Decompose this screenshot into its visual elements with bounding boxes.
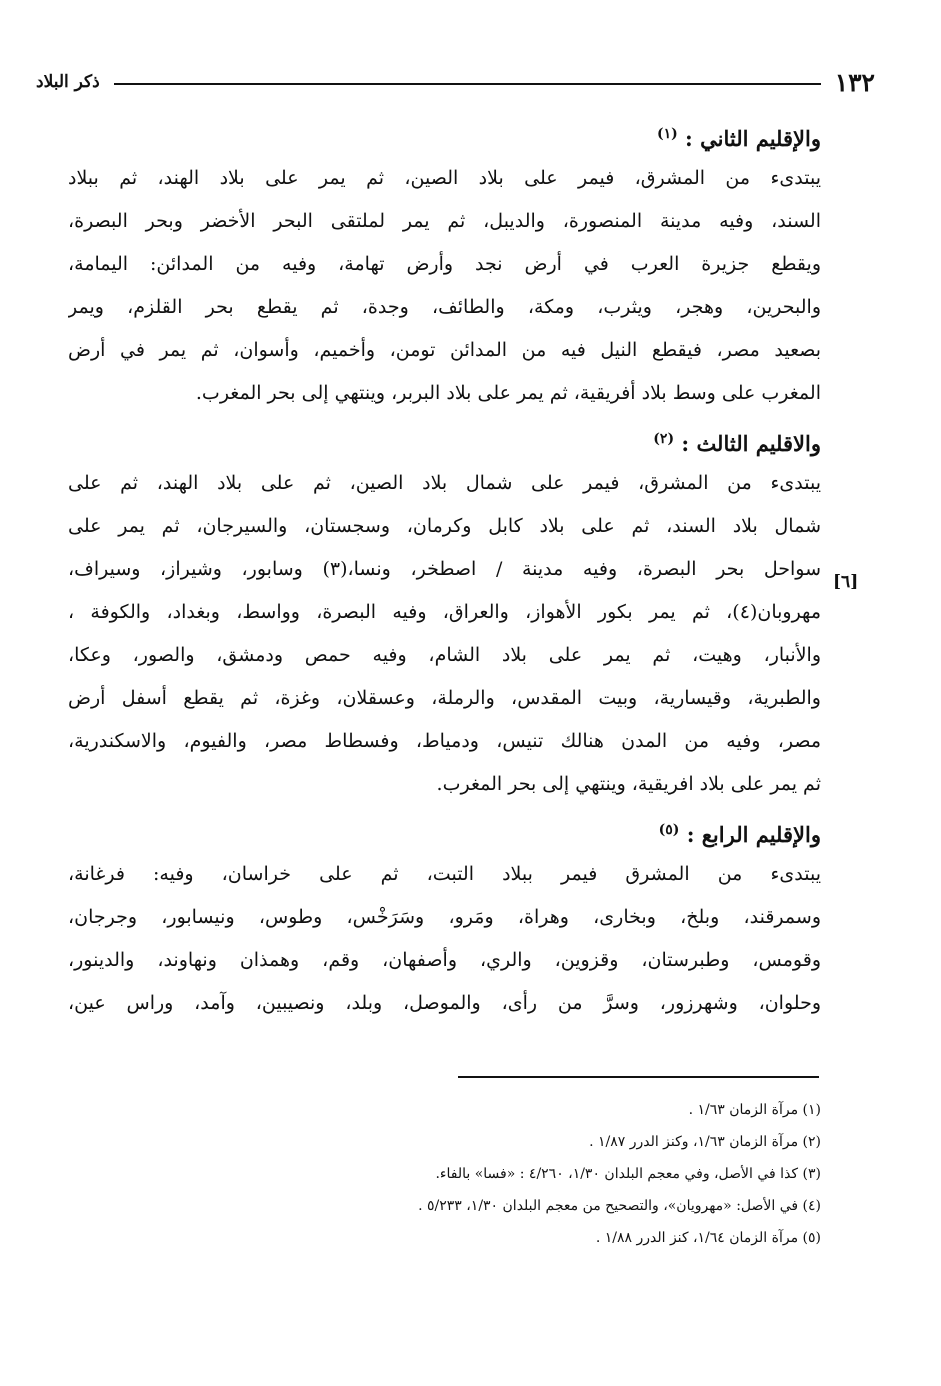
section-heading	[68, 812, 821, 853]
footnote-separator	[458, 1076, 819, 1078]
text-line: والبحرين، وهجر، ويثرب، ومكة، والطائف، وجدة، ثم يقطع بحر القلزم، ويمر	[68, 296, 821, 318]
text-line: السند، وفيه مدينة المنصورة، والديبل، ثم يمر لملتقى البحر الأخضر وبحر البصرة،	[68, 210, 821, 232]
footnote-ref: (٥)	[658, 822, 680, 838]
running-title: ذكر البلاد	[36, 72, 100, 92]
footnote: (٥) مرآة الزمان ١/٦٤، كنز الدرر ١/٨٨ .	[595, 1230, 821, 1246]
paragraph	[68, 853, 821, 1025]
text-line: وقومس، وطبرستان، وقزوين، والري، وأصفهان، وقم، وهمذان ونهاوند، والدينور،	[68, 949, 821, 971]
text-line: سواحل بحر البصرة، وفيه مدينة / اصطخر، ونسا،(٣) وسابور، وشيراز، وسيراف،	[68, 558, 821, 580]
margin-page-marker: [٦]	[833, 572, 859, 592]
section-heading-text: والإقليم الرابع :	[686, 822, 821, 847]
text-line: ثم يمر على بلاد افريقية، وينتهي إلى بحر المغرب.	[436, 773, 821, 795]
text-line: والأنبار، وهيت، ثم يمر على بلاد الشام، وفيه حمص ودمشق، والصور، وعكا،	[68, 644, 821, 666]
text-line: والطبرية، وقيسارية، وبيت المقدس، والرملة، وعسقلان، وغزة، ثم يقطع أسفل أرض	[68, 687, 821, 709]
text-line: بصعيد مصر، فيقطع النيل فيه من المدائن تومن، وأخميم، وأسوان، ثم يمر في أرض	[68, 339, 821, 361]
paragraph	[68, 462, 821, 806]
header-rule	[114, 83, 821, 85]
text-line: يبتدىء من المشرق، فيمر على شمال بلاد الصين، ثم على بلاد الهند، ثم على	[68, 472, 821, 494]
text-line: يبتدىء من المشرق فيمر ببلاد التبت، ثم على خراسان، وفيه: فرغانة،	[68, 863, 821, 885]
footnote-ref: (١)	[656, 126, 678, 142]
running-head	[36, 64, 875, 100]
footnote: (٣) كذا في الأصل، وفي معجم البلدان ١/٣٠، ٤/٢٦٠ : «فسا» بالفاء.	[435, 1166, 821, 1182]
page-number: ١٣٢	[834, 67, 875, 97]
main-text	[68, 110, 821, 1025]
section-heading	[68, 421, 821, 462]
text-line: وسمرقند، وبلخ، وبخارى، وهراة، ومَرو، وسَرَخْس، وطوس، ونيسابور، وجرجان،	[68, 906, 821, 928]
footnote-ref: (٢)	[653, 431, 675, 447]
section-heading	[68, 116, 821, 157]
text-line: شمال بلاد السند، ثم على بلاد كابل وكرمان، وسجستان، والسيرجان، ثم يمر على	[68, 515, 821, 537]
footnotes	[61, 1094, 821, 1254]
paragraph	[68, 157, 821, 415]
text-line: وحلوان، وشهرزور، وسرَّ من رأى، والموصل، وبلد، ونصيبين، وآمد، وراس عين،	[68, 992, 821, 1014]
footnote: (٤) في الأصل: «مهرويان»، والتصحيح من معجم البلدان ١/٣٠، ٥/٢٣٣ .	[418, 1198, 821, 1214]
text-line: المغرب على وسط بلاد أفريقية، ثم يمر على بلاد البربر، وينتهي إلى بحر المغرب.	[195, 382, 821, 404]
text-line: يبتدىء من المشرق، فيمر على بلاد الصين، ثم يمر على بلاد الهند، ثم ببلاد	[68, 167, 821, 189]
section-heading-text: والاقليم الثالث :	[681, 431, 821, 456]
footnote: (٢) مرآة الزمان ١/٦٣، وكنز الدرر ١/٨٧ .	[589, 1134, 821, 1150]
footnote: (١) مرآة الزمان ١/٦٣ .	[688, 1102, 821, 1118]
text-line: ويقطع جزيرة العرب في أرض نجد وأرض تهامة، وفيه من المدائن: اليمامة،	[68, 253, 821, 275]
section-heading-text: والإقليم الثاني :	[685, 126, 821, 151]
text-line: مهروبان(٤)، ثم يمر بكور الأهواز، والعراق، وفيه البصرة، وواسط، وبغداد، والكوفة ،	[68, 601, 821, 623]
text-line: مصر، وفيه من المدن هنالك تنيس، ودمياط، وفسطاط مصر، والفيوم، والاسكندرية،	[68, 730, 821, 752]
